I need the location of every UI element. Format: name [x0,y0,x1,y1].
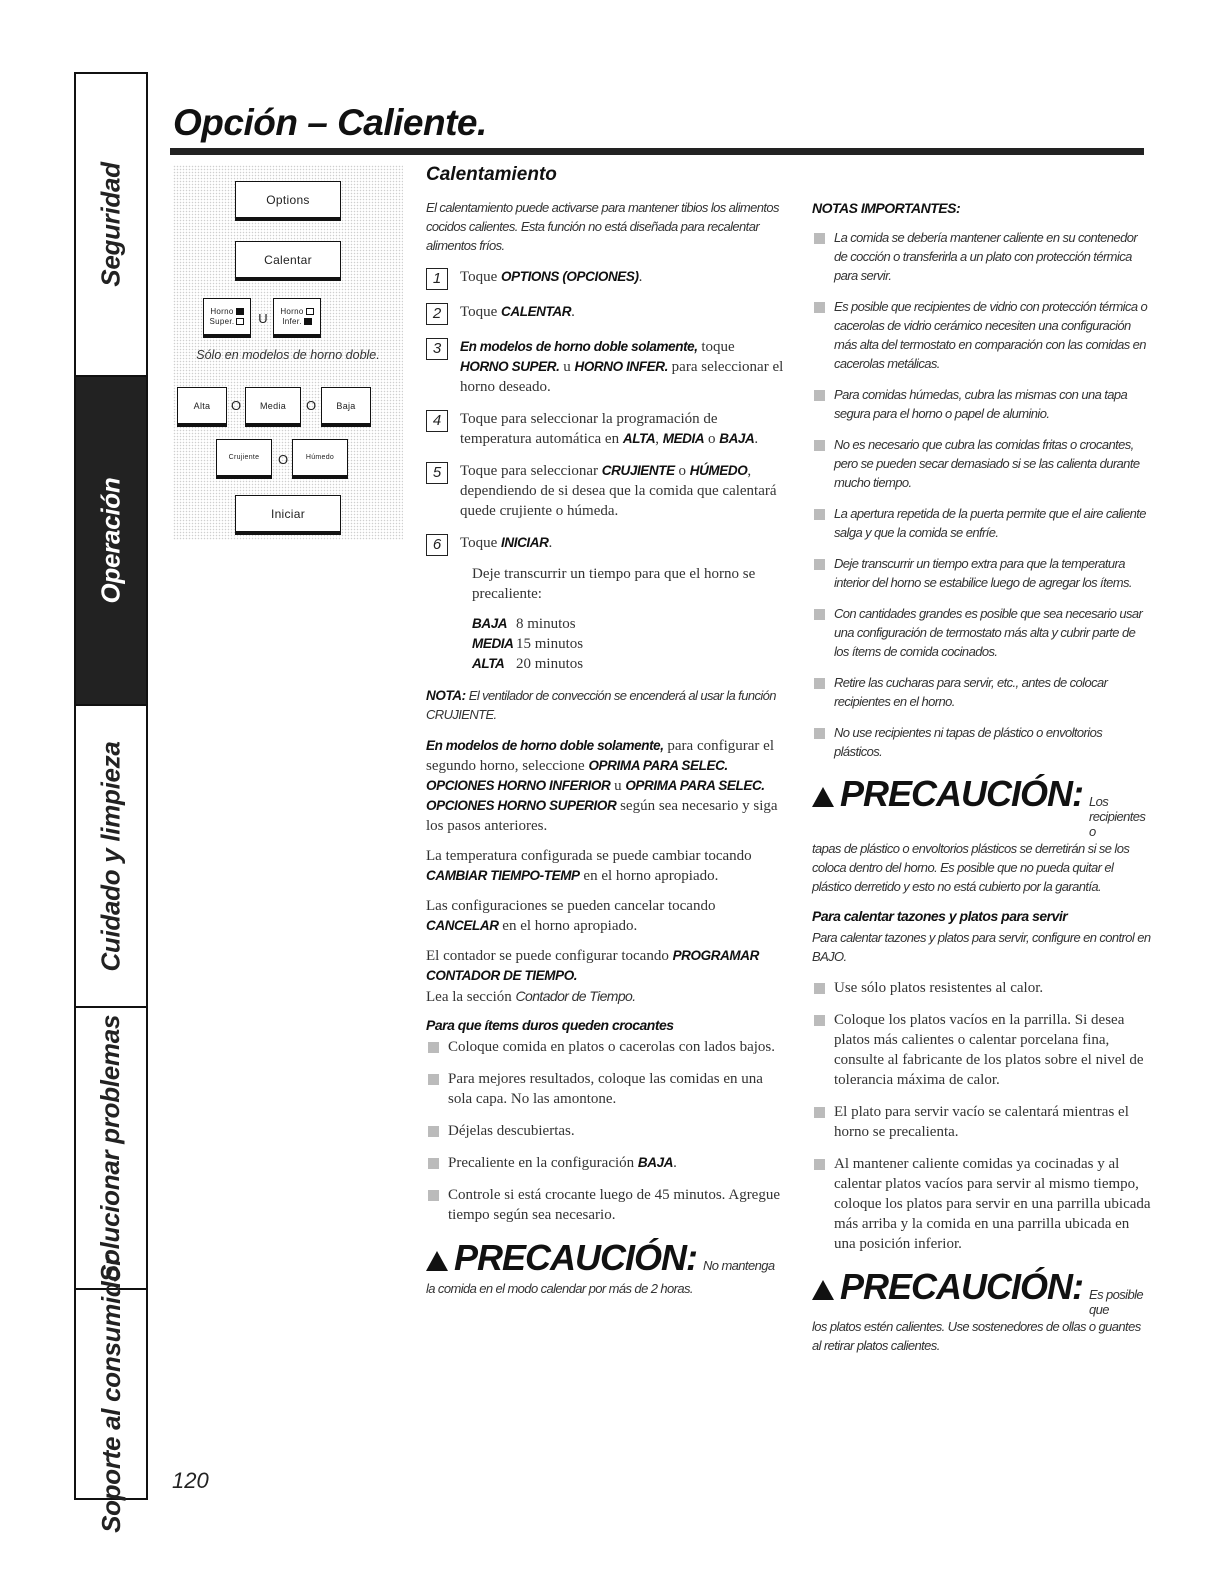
level-label: MEDIA [472,636,514,651]
list-item [426,1153,786,1173]
keyword: En modelos de horno doble solamente, [426,738,664,753]
caution-text: los platos estén calientes. Use sostenedores de ollas o guantes al retirar platos calientes. [812,1319,1141,1353]
crujiente-label: Crujiente [228,454,260,461]
caution-inline: No mantenga [703,1258,775,1273]
caution-text: la comida en el modo calendar por más de 2 horas. [426,1281,693,1296]
section-heading: Calentamiento [426,164,557,185]
list-item: Deje transcurrir un tiempo extra para que la temperatura interior del horno se estabilice luego de agregar los ítems. [812,554,1152,592]
step-text-part: Toque para seleccionar [460,463,602,479]
filled-square-icon [304,318,312,325]
options-label: Options [266,192,310,207]
filled-square-icon [236,308,244,315]
tab-label: Solucionar problemas [95,1014,126,1282]
keyword: HORNO SUPER. [460,359,560,374]
page-number: 120 [172,1468,209,1493]
step-text-part: . [638,269,643,285]
list-item: Con cantidades grandes es posible que sea necesario usar una configuración de termostato más alta y cubrir parte de los ítems de comida cocinados. [812,604,1152,661]
step-text [460,461,786,521]
step-text-part: u [559,359,575,375]
time-value: 8 minutos [516,616,576,632]
step-text-part: , [655,431,663,447]
text-part: Precaliente en la configuración [448,1155,638,1171]
keyword: CALENTAR [501,304,572,319]
caution-block [812,1266,1152,1317]
caution-word: PRECAUCIÓN: [840,773,1084,814]
horno-super-button [203,298,251,338]
step-text-part: para seleccionar el horno deseado. [460,359,784,395]
step-number: 3 [426,338,448,360]
step-3 [426,337,786,397]
step-text-part: toque [697,339,735,355]
level-label: ALTA [472,656,505,671]
keyword: CRUJIENTE [601,463,675,478]
step-text-part: Toque [460,535,502,551]
preheat-row [472,614,786,634]
step-number: 4 [426,410,448,432]
keyword: ALTA [622,431,656,446]
horno-super-label: Horno [210,306,234,316]
control-panel-illustration [173,165,403,540]
keyword: BAJA [637,1155,674,1170]
o-separator: O [277,452,289,467]
media-button [245,387,301,427]
o-separator: O [305,398,317,413]
text-part: Lea la sección [426,989,516,1005]
list-item: Es posible que recipientes de vidrio con protección térmica o cacerolas de vidrio cerámico necesiten una configuración más alta del termostato en comparación con las comidas en cacerolas metálicas. [812,297,1152,373]
plates-intro: Para calentar tazones y platos para servir, configure en control en BAJO. [812,930,1151,964]
caution-block [426,1237,786,1279]
step-2 [426,302,786,325]
preheat-times [472,614,786,674]
options-button [235,181,341,221]
step-number: 6 [426,534,448,556]
warning-icon [812,787,834,807]
caution-text: tapas de plástico o envoltorios plásticos se derretirán si se los coloca dentro del horno. Es posible que no pueda quitar el plástico derretido y esto no está cubierto por la garantía. [812,841,1130,894]
text-part: según sea necesario y siga los pasos anteriores. [426,798,778,834]
text-part: en el horno apropiado. [498,918,638,934]
step-text-part: o [704,431,720,447]
list-item: La apertura repetida de la puerta permite que el aire caliente salga y que la comida se enfríe. [812,504,1152,542]
empty-square-icon [306,308,314,315]
step-4 [426,409,786,449]
empty-square-icon [236,318,244,325]
step-1 [426,267,786,290]
intro-text: El calentamiento puede activarse para mantener tibios los alimentos cocidos calientes. Esta función no está diseñada para recalentar alimentos fríos. [426,200,779,253]
keyword: BAJA [719,431,755,446]
keyword: OPTIONS (OPCIONES) [501,269,639,284]
keyword: HÚMEDO [689,463,748,478]
infer-label: Infer. [282,316,302,326]
iniciar-button [235,495,341,535]
iniciar-label: Iniciar [270,506,306,521]
caution-block [812,773,1152,839]
notes-list [812,228,1152,761]
change-temp-text [426,846,786,886]
text-part: u [610,778,626,794]
step-5 [426,461,786,521]
text-part: para configurar el segundo horno, seleccione [426,738,774,774]
warning-icon [426,1251,448,1271]
alta-button [177,387,227,427]
step-text [460,302,575,322]
tab-operacion[interactable] [76,377,146,706]
title-rule [170,148,1144,155]
step-text-part: . [754,431,759,447]
list-item: El plato para servir vacío se calentará mientras el horno se precalienta. [812,1102,1152,1142]
list-item: Coloque comida en platos o cacerolas con lados bajos. [426,1037,786,1057]
media-label: Media [259,400,286,411]
crisp-heading: Para que ítems duros queden crocantes [426,1017,674,1033]
keyword: OPRIMA PARA SELEC. OPCIONES HORNO SUPERIOR [426,778,765,813]
keyword: OPRIMA PARA SELEC. OPCIONES HORNO INFERIOR [426,758,728,793]
list-item: No use recipientes ni tapas de plástico o envoltorios plásticos. [812,723,1152,761]
list-item: Coloque los platos vacíos en la parrilla. Si desea platos más calientes o calentar porcelana fina, consulte al fabricante de los platos sobre el nivel de tolerancia máxima de calor. [812,1010,1152,1090]
list-item: No es necesario que cubra las comidas fritas o crocantes, pero se pueden secar demasiado si se las calienta durante mucho tiempo. [812,435,1152,492]
alta-label: Alta [193,400,211,411]
step-6 [426,533,786,556]
crujiente-button [216,439,272,479]
tab-cuidado-y-limpieza[interactable] [76,706,146,1008]
plates-heading: Para calentar tazones y platos para servir [812,908,1068,924]
super-label: Super. [209,316,235,326]
list-item: Al mantener caliente comidas ya cocinadas y al calentar platos vacíos para servir al mismo tiempo, coloque los platos para servir en una parrilla ubicada más arriba y la comida en una parrilla ubicada en una posición inferior. [812,1154,1152,1254]
caution-inline: Los recipientes o [1089,794,1146,839]
page-title: Opción – Caliente. [173,102,487,143]
right-column [812,160,1152,1367]
text-part: . [673,1155,677,1171]
list-item: Controle si está crocante luego de 45 minutos. Agregue tiempo según sea necesario. [426,1185,786,1225]
step-text-part: , dependiendo de si desea que la comida que calentará quede crujiente o húmeda. [460,463,777,519]
keyword: CAMBIAR TIEMPO-TEMP [426,868,580,883]
keyword: En modelos de horno doble solamente, [460,339,698,354]
list-item: La comida se debería mantener caliente en su contenedor de cocción o transferirla a un plato con protección térmica para servir. [812,228,1152,285]
calentar-label: Calentar [264,252,312,267]
text-part: Las configuraciones se pueden cancelar tocando [426,898,716,914]
step-text-part: . [571,304,575,320]
keyword: CANCELAR [426,918,499,933]
plates-bullets [812,978,1152,1254]
humedo-label: Húmedo [305,454,335,461]
tab-soporte-al-consumidor[interactable] [76,1255,146,1533]
tab-label: Cuidado y limpieza [95,740,126,972]
keyword: PROGRAMAR CONTADOR DE TIEMPO. [426,948,759,983]
u-separator: U [258,311,268,326]
level-label: BAJA [472,616,508,631]
crisp-bullets [426,1037,786,1225]
o-separator: O [230,398,242,413]
warning-icon [812,1280,834,1300]
calentar-button [235,241,341,281]
caution-word: PRECAUCIÓN: [840,1266,1084,1307]
baja-label: Baja [336,400,356,411]
list-item: Déjelas descubiertas. [426,1121,786,1141]
nota [426,686,786,724]
preheat-row [472,654,786,674]
tab-solucionar-problemas[interactable] [76,1008,146,1290]
section-reference: Contador de Tiempo. [515,988,636,1004]
keyword: HORNO INFER. [574,359,668,374]
step-text [460,409,786,449]
keyword: MEDIA [662,431,705,446]
tab-label: Soporte al consumidor [95,1255,126,1533]
text-part: La temperatura configurada se puede cambiar tocando [426,848,752,864]
preheat-row [472,634,786,654]
humedo-button [292,439,348,479]
text-part: en el horno apropiado. [579,868,719,884]
nota-label: NOTA: [426,688,466,703]
list-item: Retire las cucharas para servir, etc., antes de colocar recipientes en el horno. [812,673,1152,711]
horno-infer-label: Horno [280,306,304,316]
timer-text [426,946,786,1007]
panel-caption: Sólo en modelos de horno doble. [196,348,380,362]
step-text [460,267,642,287]
step-text-part: o [674,463,690,479]
baja-button [321,387,371,427]
step-text-part: Toque [460,269,502,285]
middle-column [426,160,786,1310]
preheat-text: Deje transcurrir un tiempo para que el horno se precaliente: [472,566,756,602]
section-tabs [74,72,148,1533]
list-item: Use sólo platos resistentes al calor. [812,978,1152,998]
step-number: 2 [426,303,448,325]
time-value: 20 minutos [516,656,584,672]
caution-inline: Es posible que [1089,1287,1143,1317]
notes-heading: NOTAS IMPORTANTES: [812,200,961,216]
step-text-part: Toque [460,304,502,320]
text-part: El contador se puede configurar tocando [426,948,673,964]
step-text-part: Toque para seleccionar la programación de temperatura automática en [460,411,718,447]
cancel-text [426,896,786,936]
step-text [460,337,786,397]
step-text [460,533,552,553]
step-text-part: . [548,535,553,551]
tab-label: Operación [95,477,126,604]
caution-word: PRECAUCIÓN: [454,1237,698,1278]
horno-infer-button [273,298,321,338]
keyword: INICIAR [501,535,549,550]
nota-text: El ventilador de convección se encenderá al usar la función CRUJIENTE. [426,688,776,722]
tab-seguridad[interactable] [76,74,146,377]
step-number: 1 [426,268,448,290]
list-item: Para mejores resultados, coloque las comidas en una sola capa. No las amontone. [426,1069,786,1109]
tab-label: Seguridad [95,162,126,287]
list-item: Para comidas húmedas, cubra las mismas con una tapa segura para el horno o papel de aluminio. [812,385,1152,423]
time-value: 15 minutos [516,636,584,652]
double-oven-text [426,736,786,836]
step-number: 5 [426,462,448,484]
